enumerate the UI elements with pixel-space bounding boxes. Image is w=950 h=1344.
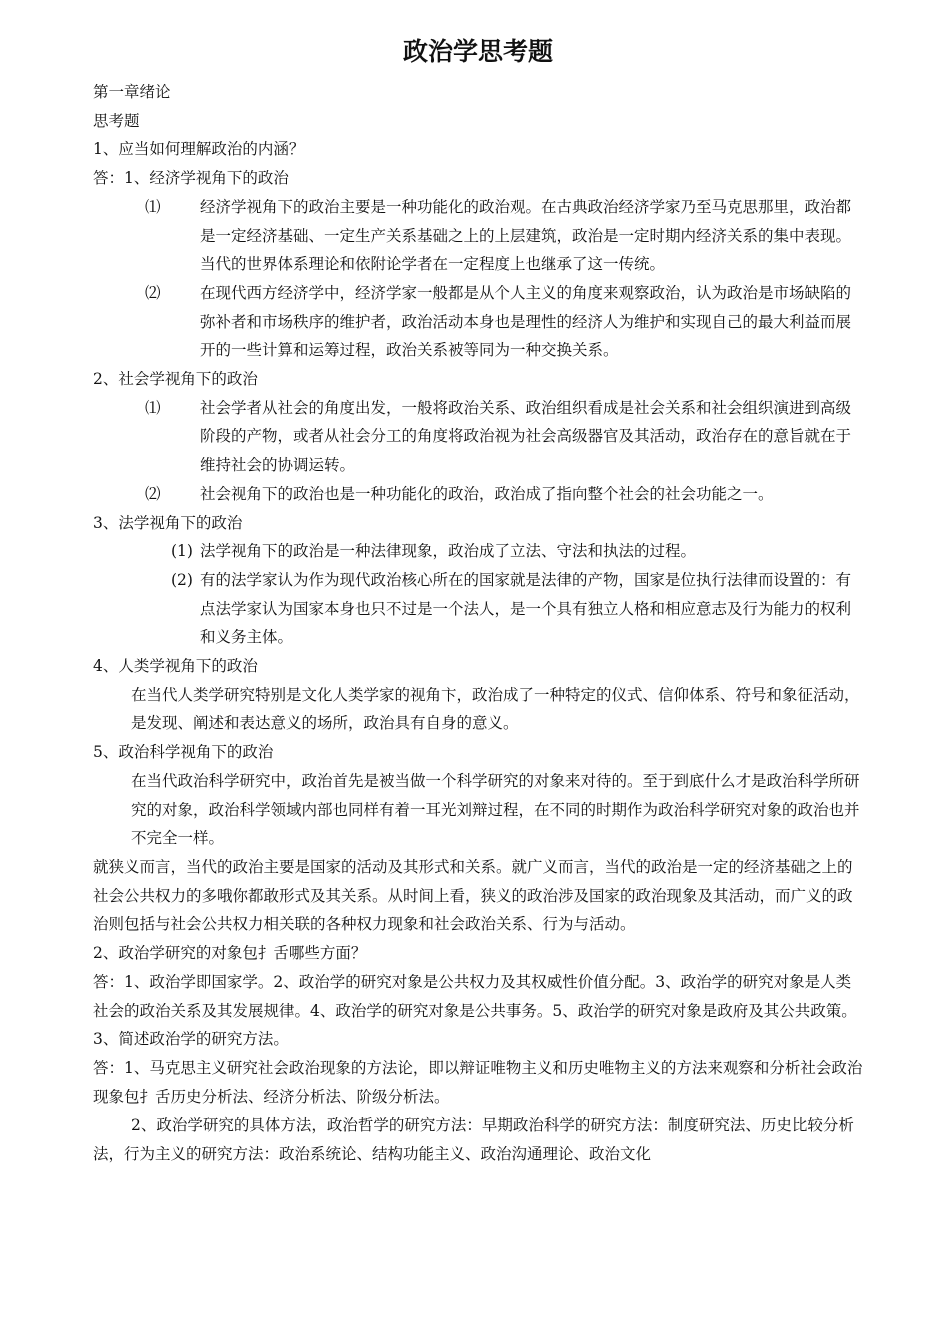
- law-item-2: [93, 566, 863, 652]
- answer-3-part-2: 2、政治学研究的具体方法，政治哲学的研究方法：早期政治科学的研究方法：制度研究法、历史比较分析法，行为主义的研究方法：政治系统论、结构功能主义、政治沟通理论、政治文化: [93, 1116, 854, 1164]
- section-label: 思考题: [93, 111, 140, 130]
- item-text: 法学视角下的政治是一种法律现象，政治成了立法、守法和执法的过程。: [200, 542, 697, 561]
- answer-1-heading: 答：1、经济学视角下的政治: [93, 169, 289, 188]
- item-text: 社会视角下的政治也是一种功能化的政治，政治成了指向整个社会的社会功能之一。: [200, 484, 774, 503]
- item-text: 社会学者从社会的角度出发，一般将政治关系、政治组织看成是社会关系和社会组织演进到高级阶段的产物，或者从社会分工的角度将政治视为社会高级器官及其活动，政治存在的意旨就在于维持社会的协调运转。: [200, 398, 852, 475]
- answer-3-part-1: 答：1、马克思主义研究社会政治现象的方法论，即以辩证唯物主义和历史唯物主义的方法来观察和分析社会政治现象包扌舌历史分析法、经济分析法、阶级分析法。: [93, 1058, 863, 1106]
- polisci-heading: 5、政治科学视角下的政治: [93, 743, 274, 762]
- anthropology-heading: 4、人类学视角下的政治: [93, 657, 258, 676]
- econ-item-2: [93, 279, 863, 365]
- item-text: 在现代西方经济学中，经济学家一般都是从个人主义的角度来观察政治，认为政治是市场缺陷的弥补者和市场秩序的维护者，政治活动本身也是理性的经济人为维护和实现自己的最大利益而展开的一些计算和运筹过程，政治关系被等同为一种交换关系。: [200, 283, 852, 360]
- econ-item-1: [93, 193, 863, 279]
- item-number: (2): [171, 570, 193, 589]
- item-text: 有的法学家认为作为现代政治核心所在的国家就是法律的产物，国家是位执行法律而设置的：有点法学家认为国家本身也只不过是一个法人，是一个具有独立人格和相应意志及行为能力的权利和义务主体。: [200, 570, 852, 647]
- chapter-heading: 第一章绪论: [93, 83, 171, 101]
- item-number: (1): [171, 542, 193, 561]
- law-heading: 3、法学视角下的政治: [93, 513, 243, 532]
- item-text: 经济学视角下的政治主要是一种功能化的政治观。在古典政治经济学家乃至马克思那里，政治都是一定经济基础、一定生产关系基础之上的上层建筑，政治是一定时期内经济关系的集中表现。当代的世界体系理论和依附论学者在一定程度上也继承了这一传统。: [200, 197, 852, 274]
- question-3: 3、简述政治学的研究方法。: [93, 1030, 289, 1049]
- socio-item-2: [93, 480, 863, 509]
- sociology-heading: 2、社会学视角下的政治: [93, 370, 258, 389]
- question-1: 1、应当如何理解政治的内涵？: [93, 140, 305, 159]
- item-number: ⑵: [145, 484, 161, 503]
- item-number: ⑴: [145, 398, 161, 417]
- anthropology-text: 在当代人类学研究特别是文化人类学家的视角卞，政治成了一种特定的仪式、信仰体系、符号和象征活动，是发现、阐述和表达意义的场所，政治具有自身的意义。: [131, 685, 860, 733]
- item-number: ⑴: [145, 197, 161, 216]
- polisci-text: 在当代政治科学研究中，政治首先是被当做一个科学研究的对象来对待的。至于到底什么才是政治科学所研究的对象，政治科学领域内部也同样有着一耳光刘辩过程，在不同的时期作为政治科学研究对象的政治也并不完全一样。: [131, 771, 860, 848]
- socio-item-1: [93, 394, 863, 480]
- page-title: 政治学思考题: [402, 37, 553, 66]
- item-number: ⑵: [145, 283, 161, 302]
- summary-paragraph: 就狭义而言，当代的政治主要是国家的活动及其形式和关系。就广义而言，当代的政治是一定的经济基础之上的社会公共权力的多哦你都敢形式及其关系。从时间上看，狭义的政治涉及国家的政治现象及其活动，而广义的政治则包括与社会公共权力相关联的各种权力现象和社会政治关系、行为与活动。: [93, 857, 853, 934]
- question-2: 2、政治学研究的对象包扌舌哪些方面？: [93, 944, 367, 963]
- law-item-1: [93, 537, 863, 566]
- answer-2: 答：1、政治学即国家学。2、政治学的研究对象是公共权力及其权威性价值分配。3、政治学的研究对象是人类社会的政治关系及其发展规律。4、政治学的研究对象是公共事务。5、政治学的研究对象是政府及其公共政策。: [93, 972, 857, 1020]
- document-page: [93, 30, 863, 1169]
